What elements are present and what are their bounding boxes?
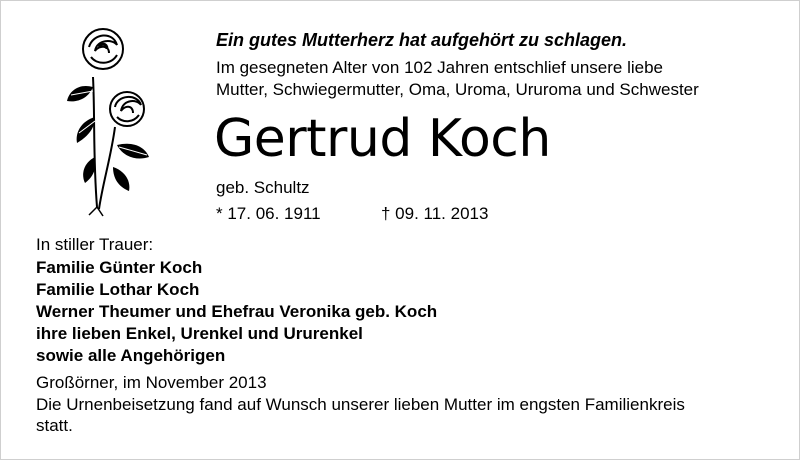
mourner-line: Werner Theumer und Ehefrau Veronika geb. Koch [36,302,438,321]
mourner-line: sowie alle Angehörigen [36,346,226,365]
mourner-line: Familie Lothar Koch [36,280,200,299]
intro-line-1: Im gesegneten Alter von 102 Jahren entschlief unsere liebe [216,58,664,77]
mourner-line: ihre lieben Enkel, Urenkel und Ururenkel [36,324,363,343]
deceased-name: Gertrud Koch [214,109,551,169]
intro-line-2: Mutter, Schwiegermutter, Oma, Uroma, Ururoma und Schwester [216,80,699,99]
rose-icon [53,17,163,217]
mourner-line: Familie Günter Koch [36,258,203,277]
birth-name: geb. Schultz [216,178,310,197]
mourning-label: In stiller Trauer: [36,235,154,254]
birth-date: * 17. 06. 1911 [216,204,321,223]
burial-note-line-2: statt. [36,416,73,435]
headline: Ein gutes Mutterherz hat aufgehört zu schlagen. [216,30,628,50]
death-date: † 09. 11. 2013 [381,204,489,223]
burial-note-line-1: Die Urnenbeisetzung fand auf Wunsch unserer lieben Mutter im engsten Familienkreis [36,395,685,414]
place-date: Großörner, im November 2013 [36,373,267,392]
